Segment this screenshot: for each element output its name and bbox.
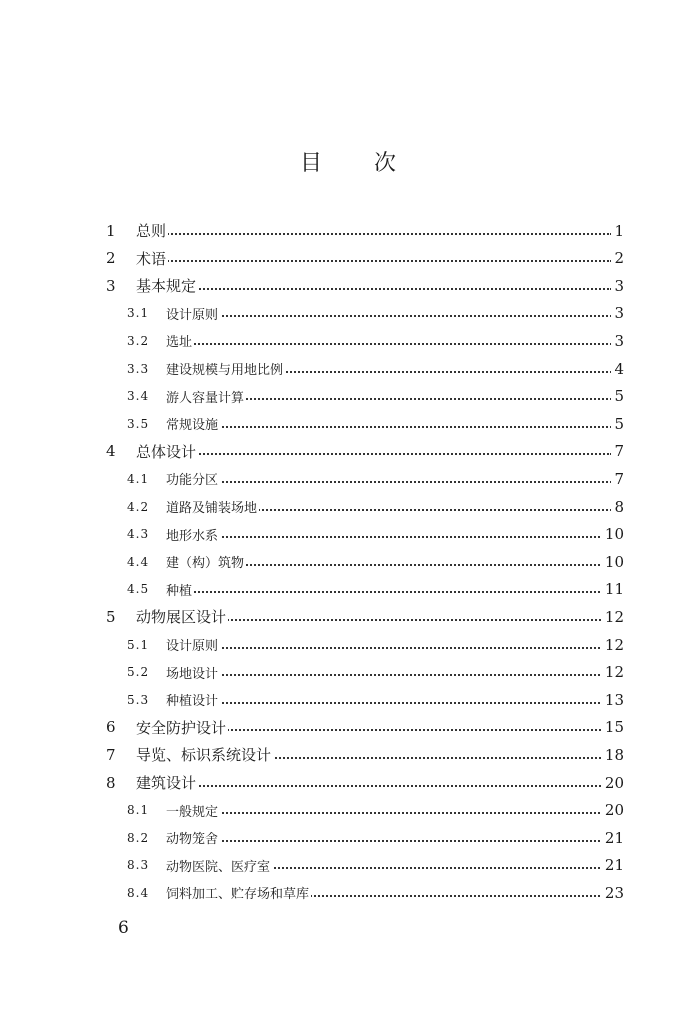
toc-number: 5 — [106, 607, 116, 626]
toc-leader-dots — [166, 481, 612, 483]
toc-page-number: 2 — [611, 249, 624, 267]
toc-leader-dots — [166, 536, 612, 538]
footer-page-number: 6 — [118, 918, 129, 938]
toc-section-row — [0, 438, 696, 465]
toc-leader-dots — [166, 812, 612, 814]
toc-page-number: 3 — [611, 332, 624, 350]
toc-number: 3.5 — [127, 416, 150, 431]
toc-subsection-row — [0, 548, 696, 575]
toc-number: 4.5 — [127, 582, 150, 597]
toc-leader-dots — [166, 674, 612, 676]
toc-leader-dots — [136, 453, 612, 455]
toc-page-number: 18 — [602, 746, 624, 764]
title-char-2: 次 — [374, 151, 397, 176]
toc-section-row — [0, 272, 696, 299]
toc-subsection-row — [0, 824, 696, 851]
toc-number: 8.1 — [127, 803, 150, 818]
toc-label: 游人容量计算 — [166, 387, 246, 406]
toc-page-number: 3 — [611, 304, 624, 322]
toc-label: 总体设计 — [136, 442, 197, 461]
toc-number: 4.3 — [127, 527, 150, 542]
toc-subsection-row — [0, 410, 696, 437]
toc-label: 地形水系 — [166, 525, 220, 544]
toc-number: 3.3 — [127, 361, 150, 376]
toc-leader-dots — [136, 288, 612, 290]
toc-section-row — [0, 714, 696, 741]
toc-page-number: 8 — [611, 498, 624, 516]
toc-page-number: 10 — [602, 553, 624, 571]
toc-label: 建（构）筑物 — [166, 552, 246, 571]
toc-number: 4.4 — [127, 554, 150, 569]
toc-number: 3 — [106, 276, 116, 295]
toc-subsection-row — [0, 327, 696, 354]
toc-section-row — [0, 217, 696, 244]
toc-page-number: 11 — [602, 580, 624, 598]
toc-label: 安全防护设计 — [136, 718, 227, 737]
toc-label: 动物笼舍 — [166, 828, 220, 847]
toc-label: 常规设施 — [166, 414, 220, 433]
toc-number: 3.2 — [127, 333, 150, 348]
toc-page-number: 20 — [602, 801, 624, 819]
toc-number: 6 — [106, 718, 116, 737]
toc-leader-dots — [166, 426, 612, 428]
toc-label: 设计原则 — [166, 635, 220, 654]
toc-subsection-row — [0, 521, 696, 548]
toc-subsection-row — [0, 383, 696, 410]
toc-subsection-row — [0, 493, 696, 520]
toc-section-row — [0, 769, 696, 796]
toc-number: 5.1 — [127, 637, 150, 652]
toc-subsection-row — [0, 686, 696, 713]
toc-number: 5.3 — [127, 692, 150, 707]
toc-subsection-row — [0, 797, 696, 824]
toc-page-number: 12 — [602, 636, 624, 654]
toc-page-number: 23 — [602, 884, 624, 902]
toc-label: 设计原则 — [166, 304, 220, 323]
toc-leader-dots — [166, 343, 612, 345]
toc-page-number: 7 — [611, 442, 624, 460]
toc-section-row — [0, 741, 696, 768]
toc-label: 术语 — [136, 249, 167, 268]
title-char-1: 目 — [299, 151, 322, 176]
toc-number: 4.1 — [127, 471, 150, 486]
toc-subsection-row — [0, 465, 696, 492]
toc-label: 种植 — [166, 580, 194, 599]
toc-number: 5.2 — [127, 665, 150, 680]
toc-page-number: 1 — [611, 222, 624, 240]
toc-number: 8.2 — [127, 830, 150, 845]
toc-leader-dots — [166, 702, 612, 704]
toc-number: 2 — [106, 249, 116, 268]
toc-label: 饲料加工、贮存场和草库 — [166, 883, 311, 902]
toc-leader-dots — [166, 315, 612, 317]
toc-section-row — [0, 603, 696, 630]
toc-label: 建筑设计 — [136, 774, 197, 792]
toc-leader-dots — [166, 840, 612, 842]
toc-number: 8.4 — [127, 885, 150, 900]
toc-page-number: 12 — [602, 663, 624, 681]
toc-page-number: 21 — [602, 829, 624, 847]
toc-page-number: 13 — [602, 691, 624, 709]
toc-subsection-row — [0, 300, 696, 327]
toc-leader-dots — [136, 260, 612, 262]
toc-label: 建设规模与用地比例 — [166, 359, 285, 378]
toc-label: 功能分区 — [166, 469, 220, 488]
toc-subsection-row — [0, 631, 696, 658]
toc-page-number: 10 — [602, 525, 624, 543]
toc-page-number: 20 — [602, 774, 624, 792]
toc-subsection-row — [0, 659, 696, 686]
toc-page-number: 7 — [611, 470, 624, 488]
toc-number: 7 — [106, 745, 116, 764]
toc-number: 3.4 — [127, 389, 150, 404]
toc-subsection-row — [0, 852, 696, 879]
page-title — [0, 146, 696, 177]
toc-leader-dots — [166, 647, 612, 649]
toc-label: 动物医院、医疗室 — [166, 856, 272, 875]
toc-number: 4 — [106, 442, 116, 461]
toc-number: 1 — [106, 221, 116, 240]
toc-number: 3.1 — [127, 306, 150, 321]
toc-section-row — [0, 245, 696, 272]
toc-label: 种植设计 — [166, 690, 220, 709]
toc-leader-dots — [166, 591, 612, 593]
toc-subsection-row — [0, 576, 696, 603]
toc-label: 导览、标识系统设计 — [136, 746, 272, 765]
toc-page-number: 3 — [611, 277, 624, 295]
toc-number: 8.3 — [127, 858, 150, 873]
toc-label: 一般规定 — [166, 801, 220, 820]
toc-label: 选址 — [166, 331, 194, 350]
toc-subsection-row — [0, 879, 696, 906]
toc-page-number: 12 — [602, 608, 624, 626]
toc-subsection-row — [0, 355, 696, 382]
toc-label: 动物展区设计 — [136, 608, 227, 627]
toc-label: 场地设计 — [166, 663, 220, 682]
toc-page-number: 4 — [611, 360, 624, 378]
toc-page-number: 5 — [611, 415, 624, 433]
toc-page-number: 5 — [611, 387, 624, 405]
toc-page-number: 15 — [602, 718, 624, 736]
toc-label: 道路及铺装场地 — [166, 497, 259, 516]
toc-label: 基本规定 — [136, 277, 197, 296]
toc-page-number: 21 — [602, 856, 624, 874]
toc-label: 总则 — [136, 222, 167, 240]
toc-leader-dots — [136, 233, 612, 235]
toc-number: 4.2 — [127, 499, 150, 514]
toc-number: 8 — [106, 773, 116, 792]
toc-leader-dots — [136, 785, 612, 787]
